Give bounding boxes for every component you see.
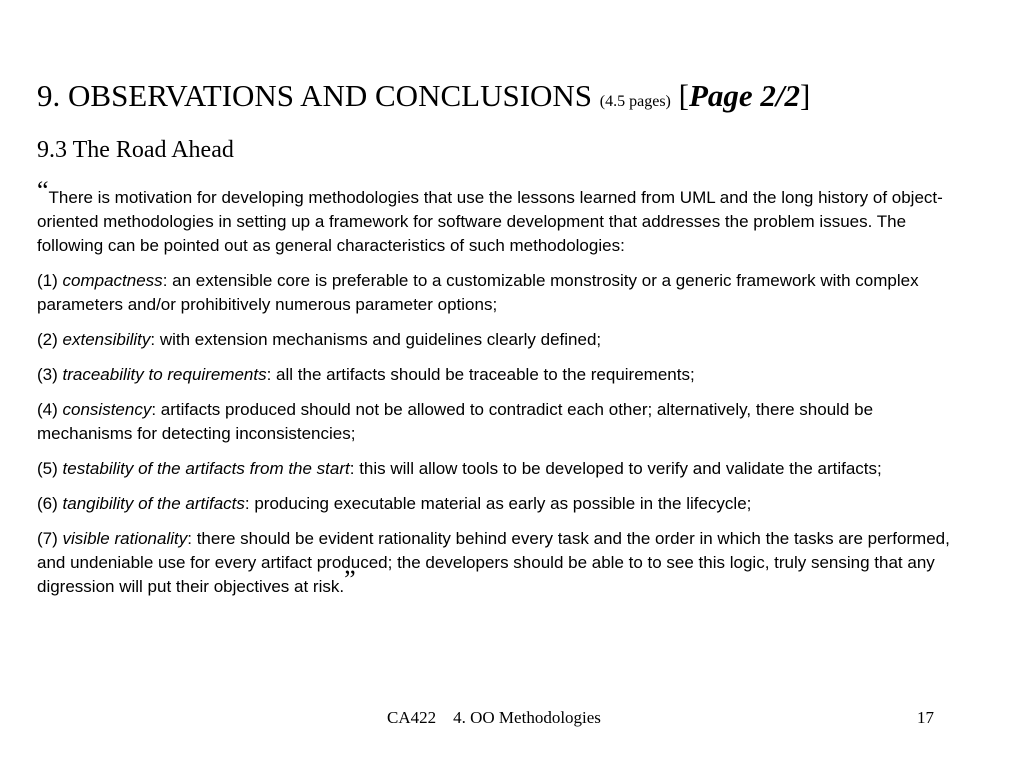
item-number: (4) <box>37 400 58 419</box>
item-number: (5) <box>37 459 58 478</box>
footer-section: 4. OO Methodologies <box>453 708 601 727</box>
title-bracket-close: ] <box>800 78 811 113</box>
characteristic-item <box>37 457 972 481</box>
item-number: (6) <box>37 494 58 513</box>
footer-page-number: 17 <box>917 708 934 727</box>
item-term: traceability to requirements <box>62 365 267 384</box>
characteristic-item <box>37 328 972 352</box>
item-text: : with extension mechanisms and guidelines clearly defined; <box>150 330 602 349</box>
intro-text: There is motivation for developing methodologies that use the lessons learned from UML and the long history of object-oriented methodologies in setting up a framework for software development that addresses the problem issues. The following can be pointed out as general characteristics of such methodologies: <box>37 188 943 255</box>
slide-title <box>37 76 997 122</box>
item-term: consistency <box>62 400 152 419</box>
item-term: compactness <box>62 271 163 290</box>
item-text: : this will allow tools to be developed to verify and validate the artifacts; <box>349 459 882 478</box>
item-term: tangibility of the artifacts <box>62 494 245 513</box>
title-bracket-open: [ <box>678 78 689 113</box>
slide-footer <box>387 707 601 729</box>
footer-course: CA422 <box>387 708 437 727</box>
item-number: (2) <box>37 330 58 349</box>
item-term: visible rationality <box>62 529 188 548</box>
characteristic-item <box>37 492 972 516</box>
characteristic-item <box>37 269 972 317</box>
item-number: (1) <box>37 271 58 290</box>
item-number: (3) <box>37 365 58 384</box>
title-page-marker: Page 2/2 <box>688 78 801 113</box>
characteristic-item <box>37 527 972 599</box>
close-quote: ” <box>344 565 356 594</box>
open-quote: “ <box>37 176 49 205</box>
characteristic-item <box>37 363 972 387</box>
item-term: testability of the artifacts from the start <box>62 459 350 478</box>
item-number: (7) <box>37 529 58 548</box>
item-text: : all the artifacts should be traceable to the requirements; <box>266 365 695 384</box>
slide-body <box>37 176 972 610</box>
title-pages-note: (4.5 pages) <box>599 93 671 110</box>
item-text: : an extensible core is preferable to a customizable monstrosity or a generic framework with complex parameters and/or prohibitively numerous parameter options; <box>37 271 919 314</box>
item-text: : artifacts produced should not be allowed to contradict each other; alternatively, there should be mechanisms for detecting inconsistencies; <box>37 400 874 443</box>
characteristic-item <box>37 398 972 446</box>
title-main: 9. OBSERVATIONS AND CONCLUSIONS <box>37 78 593 113</box>
item-text: : producing executable material as early as possible in the lifecycle; <box>244 494 752 513</box>
section-subtitle: 9.3 The Road Ahead <box>37 137 234 163</box>
item-text: : there should be evident rationality behind every task and the order in which the tasks are performed, and undeniable use for every artifact produced; the developers should be able to to see this logic, truly sensing that any digression will put their objectives at risk. <box>37 529 950 596</box>
item-term: extensibility <box>62 330 151 349</box>
intro-paragraph <box>37 176 972 258</box>
